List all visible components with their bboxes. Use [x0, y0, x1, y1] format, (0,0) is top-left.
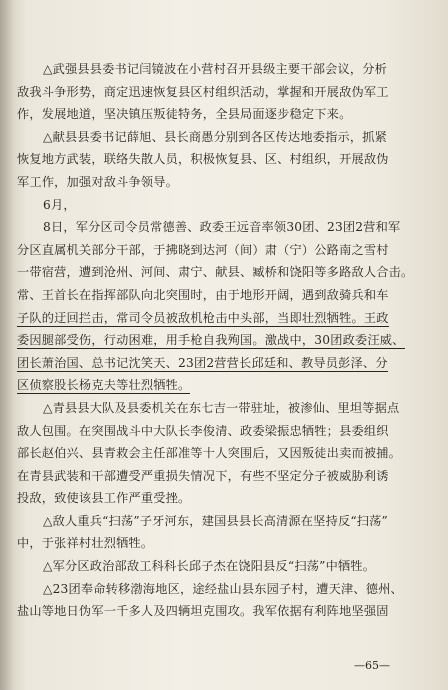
- text-line: 军工作，加强对敌斗争领导。: [17, 174, 179, 189]
- body-text: [17, 58, 435, 623]
- text-line: 投敌，致使该县工作严重受挫。: [17, 491, 191, 506]
- text-line-underlined: 团长萧治国、总书记沈笑天、23团2营营长邱廷和、教导员彭泽、分: [17, 355, 388, 370]
- text-line: 盐山等地日伪军一千多人及四辆坦克围攻。我军依据有利阵地坚强固: [17, 604, 389, 619]
- text-line-underlined: 区侦察股长杨克夫等壮烈牺牲。: [17, 378, 191, 393]
- text-line: 一带宿营，遭到沧州、河间、肃宁、献县、臧桥和饶阳等多路敌人合击。: [17, 265, 414, 280]
- text-line: 敌我斗争形势，商定迅速恢复县区村组织活动，掌握和开展敌伪军工: [17, 84, 389, 99]
- text-line: 敌人包围。在突围战斗中大队长李俊清、政委梁振忠牺牲；县委组织: [17, 423, 389, 438]
- text-line: △武强县县委书记闫镜波在小营村召开县级主要干部会议，分析: [43, 62, 388, 76]
- text-line: △敌人重兵“扫荡”子牙河东，建国县县长高清源在坚持反“扫荡”: [43, 513, 388, 528]
- text-line-underlined: 委因腿部受伤，行动困难，用手枪自我殉国。激战中，30团政委汪威、: [17, 333, 405, 348]
- page-number: —65—: [354, 659, 390, 672]
- text-line: △23团奉命转移渤海地区，途经盐山县东园子村，遭天津、德州、: [43, 581, 403, 596]
- text-line: 作，发展地道，坚决镇压叛徒特务，全县局面逐步稳定下来。: [17, 107, 352, 122]
- text-line: △献县县委书记薛旭、县长商愚分别到各区传达地委指示，抓紧: [43, 129, 388, 144]
- text-line: △军分区政治部敌工科科长邱子杰在饶阳县反“扫荡”中牺牲。: [43, 559, 376, 574]
- text-line: 8日，军分区司令员常德善、政委王远音率领30团、23团2营和军: [43, 220, 401, 235]
- text-line: 分区直属机关部分干部，于拂晓到达河（间）肃（宁）公路南之雪村: [17, 242, 389, 257]
- text-line: 恢复地方武装，联络失散人员，积极恢复县、区、村组织，开展敌伪: [17, 152, 389, 167]
- text-line: 在青县武装和干部遭受严重损失情况下，有些不坚定分子被威胁利诱: [17, 468, 389, 483]
- binding-shadow: [0, 0, 14, 690]
- text-line-underlined: 子队的迂回拦击，常司令员被敌机枪击中头部，当即壮烈牺牲。王政: [17, 310, 389, 325]
- text-line: △青县县大队及县委机关在东七吉一带驻址，被渗仙、里坦等据点: [43, 400, 400, 415]
- text-line: 常、王首长在指挥部队向北突围时，由于地形开阔，遇到敌骑兵和车: [17, 287, 389, 302]
- month-heading: 6月，: [43, 197, 76, 212]
- text-line: 部长赵伯兴、县青救会主任部准等十人突围后，又因叛徒出卖而被捕。: [17, 446, 402, 461]
- text-line: 中，于张祥村壮烈牺牲。: [17, 536, 154, 551]
